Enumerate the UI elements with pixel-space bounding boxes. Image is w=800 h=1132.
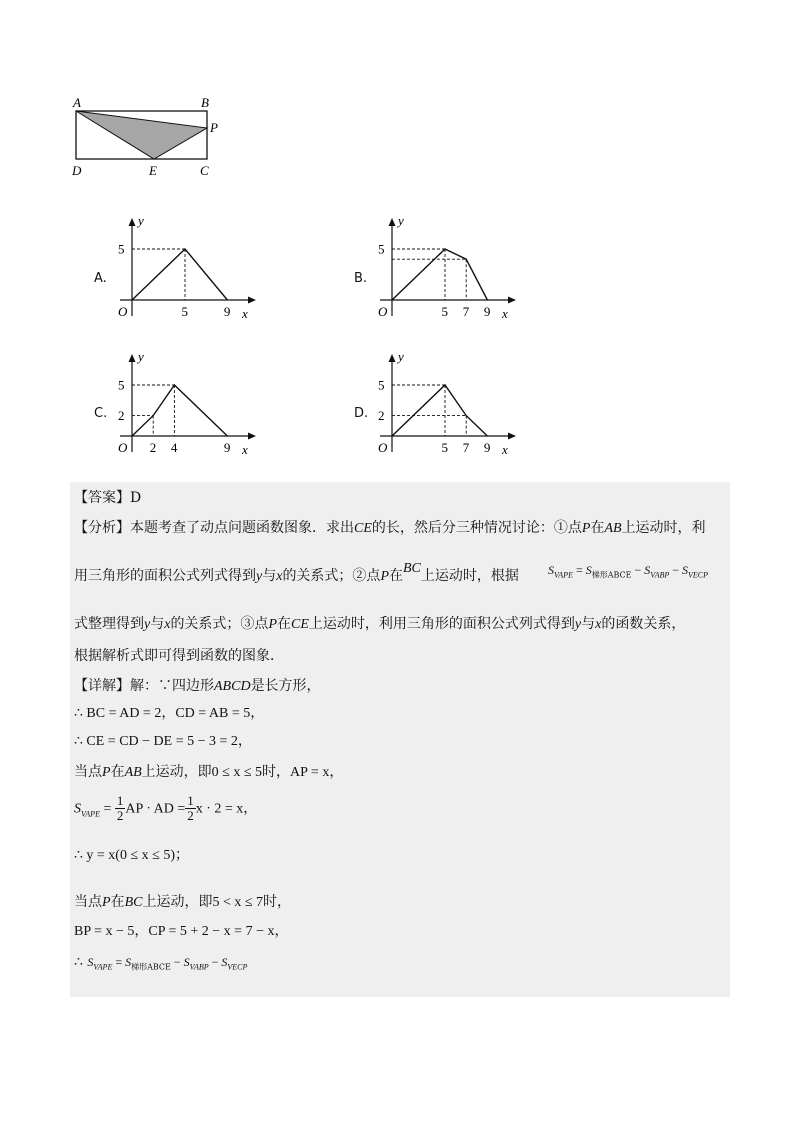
y-tick-label: 5: [118, 241, 125, 257]
fraction-num: 1: [116, 793, 124, 808]
math-bc: BC: [403, 561, 421, 576]
math-x: x: [276, 569, 283, 584]
analysis-text: 与: [150, 616, 165, 632]
x-tick-label: 4: [170, 440, 178, 455]
option-c-label[interactable]: C.: [94, 406, 108, 421]
series-line: [132, 385, 227, 436]
x-tick-label: 5: [441, 304, 448, 319]
math-s: S: [183, 955, 190, 969]
math-ab: AB: [604, 521, 622, 536]
analysis-text: 本题考查了动点问题函数图象．求出: [130, 520, 354, 536]
detail-line-6: [74, 846, 189, 866]
math-s: S: [87, 955, 94, 969]
y-axis-arrow: [389, 354, 396, 362]
analysis-text: 用三角形的面积公式列式得到: [74, 568, 256, 584]
y-tick-label: 5: [378, 377, 385, 393]
sub-ape: VAPE: [81, 809, 100, 819]
x-axis-label: x: [502, 442, 508, 457]
x-tick-label: 7: [462, 304, 470, 319]
origin-label: O: [118, 440, 128, 455]
detail-text: ∴ CE = CD − DE = 5 − 3 = 2，: [74, 734, 252, 749]
analysis-text: 在: [590, 520, 605, 536]
minus-sign: −: [669, 563, 683, 577]
math-x: x: [595, 617, 602, 632]
detail-text: 解：∵四边形: [130, 678, 214, 694]
sub-trapezoid: 梯形ABCE: [131, 962, 171, 972]
math-ce: CE: [354, 521, 372, 536]
answer-text: 【答案】D: [74, 490, 142, 506]
math-p: P: [380, 569, 389, 584]
detail-line-7: [74, 892, 291, 913]
x-axis-arrow: [248, 433, 256, 440]
fraction-num: 1: [187, 793, 194, 808]
math-bc: BC: [124, 895, 143, 910]
detail-text: 在: [110, 764, 125, 780]
math-range: 5 < x ≤ 7: [212, 895, 264, 910]
x-tick-label: 9: [223, 440, 231, 455]
option-a-label[interactable]: A.: [94, 271, 107, 286]
minus-sign: −: [631, 563, 645, 577]
detail-line-5: [74, 794, 257, 824]
label-E: E: [149, 163, 157, 178]
analysis-text: 根据解析式即可得到函数的图象．: [74, 648, 284, 664]
series-line: [392, 385, 487, 436]
y-axis-arrow: [389, 218, 396, 226]
option-d-label[interactable]: D.: [354, 406, 369, 421]
detail-text: 时，: [262, 764, 291, 780]
detail-line-9: [74, 952, 247, 977]
analysis-text: 在: [389, 568, 403, 584]
math-p: P: [581, 521, 591, 536]
x-tick-label: 9: [483, 304, 491, 319]
detail-text: 时，: [263, 894, 292, 910]
y-tick-label: 5: [378, 241, 385, 257]
x-axis-label: x: [242, 306, 248, 321]
series-line: [392, 249, 487, 300]
y-axis-label: y: [398, 349, 404, 364]
math-s: S: [221, 955, 228, 969]
fraction-half: [185, 794, 196, 823]
detail-text: 当点: [74, 894, 102, 910]
analysis-text: 的函数关系，: [601, 616, 686, 632]
detail-formula: [87, 955, 248, 972]
math-p: P: [268, 617, 277, 632]
sub-abp: VABP: [189, 962, 209, 972]
therefore-sign: ∴: [74, 955, 83, 970]
origin-label: O: [378, 440, 388, 455]
detail-text: 上运动，即: [141, 764, 212, 780]
y-axis-label: y: [398, 213, 404, 228]
analysis-text: 上运动时，利: [621, 520, 706, 536]
detail-line-8: [74, 922, 288, 942]
x-axis-arrow: [248, 297, 256, 304]
sub-ape: VAPE: [554, 570, 573, 580]
x-axis-arrow: [508, 433, 516, 440]
analysis-line-3: [74, 614, 685, 635]
math-p: P: [102, 765, 111, 780]
analysis-line-1: [74, 518, 706, 539]
math-s: S: [125, 955, 132, 969]
detail-line-2: [74, 704, 264, 724]
detail-line-4: [74, 762, 343, 783]
equals-sign: =: [112, 955, 126, 969]
detail-text: AP · AD =: [125, 801, 186, 817]
option-d-graph: [370, 348, 520, 458]
option-c-graph: [110, 348, 260, 458]
x-tick-label: 7: [462, 440, 470, 455]
analysis-text: 的关系式；②点: [282, 568, 381, 584]
detail-text: 在: [110, 894, 125, 910]
detail-heading: 【详解】: [74, 678, 130, 694]
y-axis-arrow: [129, 218, 136, 226]
detail-text: ∴ y = x(0 ≤ x ≤ 5)；: [74, 848, 189, 863]
fraction-den: 2: [187, 808, 194, 823]
math-ap: AP = x，: [290, 765, 344, 780]
math-ab: AB: [124, 765, 142, 780]
detail-text: 上运动，即: [142, 894, 213, 910]
origin-label: O: [118, 304, 128, 319]
y-axis-arrow: [129, 354, 136, 362]
y-axis-label: y: [138, 349, 144, 364]
math-x: x: [164, 617, 171, 632]
math-abcd: ABCD: [214, 679, 251, 694]
math-s: S: [644, 563, 651, 577]
detail-text: BP = x − 5，CP = 5 + 2 − x = 7 − x，: [74, 924, 289, 939]
analysis-text: 与: [262, 568, 277, 584]
fraction-half: [115, 794, 126, 823]
y-tick-label: 2: [378, 408, 385, 424]
detail-line-3: [74, 732, 252, 752]
sub-ecp: VECP: [688, 570, 709, 580]
analysis-formula: [548, 560, 708, 585]
math-y: y: [256, 569, 263, 584]
x-axis-arrow: [508, 297, 516, 304]
analysis-text: 式整理得到: [74, 616, 144, 632]
label-A: A: [73, 95, 81, 110]
option-b-graph: [370, 212, 520, 322]
x-tick-label: 5: [441, 440, 448, 455]
sub-abp: VABP: [650, 570, 670, 580]
equals-sign: =: [99, 801, 115, 817]
y-axis-label: y: [138, 213, 144, 228]
label-C: C: [200, 163, 209, 178]
detail-line-1: [74, 676, 321, 697]
math-s: S: [74, 801, 81, 817]
analysis-text: 在: [277, 616, 291, 632]
option-a-graph: [110, 212, 260, 322]
sub-trapezoid: 梯形ABCE: [591, 570, 632, 580]
shaded-triangle-ape: [76, 111, 207, 159]
sub-ecp: VECP: [227, 962, 248, 972]
label-P: P: [210, 120, 218, 135]
x-tick-label: 9: [223, 304, 231, 319]
analysis-line-4: [74, 646, 284, 666]
fraction-den: 2: [116, 808, 124, 823]
label-B: B: [201, 95, 209, 110]
y-tick-label: 5: [118, 377, 125, 393]
math-range: 0 ≤ x ≤ 5: [211, 765, 263, 780]
series-line: [132, 249, 227, 300]
analysis-text: 的关系式；③点: [170, 616, 269, 632]
minus-sign: −: [208, 955, 222, 969]
equals-sign: =: [572, 563, 586, 577]
sub-ape: VAPE: [93, 962, 113, 972]
answer-line: [74, 488, 141, 508]
analysis-heading: 【分析】: [74, 520, 130, 536]
x-axis-label: x: [502, 306, 508, 321]
x-tick-label: 2: [149, 440, 157, 455]
analysis-text: 上运动时，根据: [420, 568, 519, 584]
math-y: y: [144, 617, 151, 632]
analysis-text: 与: [581, 616, 596, 632]
y-tick-label: 2: [118, 408, 125, 424]
x-tick-label: 9: [483, 440, 491, 455]
math-s: S: [585, 563, 592, 577]
math-y: y: [574, 617, 582, 632]
x-tick-label: 5: [181, 304, 188, 319]
analysis-line-2: [74, 561, 519, 587]
analysis-text: 的长，然后分三种情况讨论：①点: [371, 520, 582, 536]
label-D: D: [72, 163, 82, 178]
math-p: P: [102, 895, 111, 910]
rectangle-figure: [60, 90, 240, 185]
detail-text: ∴ BC = AD = 2，CD = AB = 5，: [74, 706, 265, 721]
detail-text: x · 2 = x，: [195, 801, 258, 817]
minus-sign: −: [170, 955, 184, 969]
x-axis-label: x: [242, 442, 248, 457]
option-b-label[interactable]: B.: [354, 271, 368, 286]
math-s: S: [682, 563, 689, 577]
detail-text: 是长方形，: [250, 678, 321, 694]
detail-text: 当点: [74, 764, 102, 780]
analysis-text: 上运动时，利用三角形的面积公式列式得到: [308, 616, 575, 632]
math-s: S: [548, 563, 554, 577]
origin-label: O: [378, 304, 388, 319]
math-ce: CE: [291, 617, 309, 632]
